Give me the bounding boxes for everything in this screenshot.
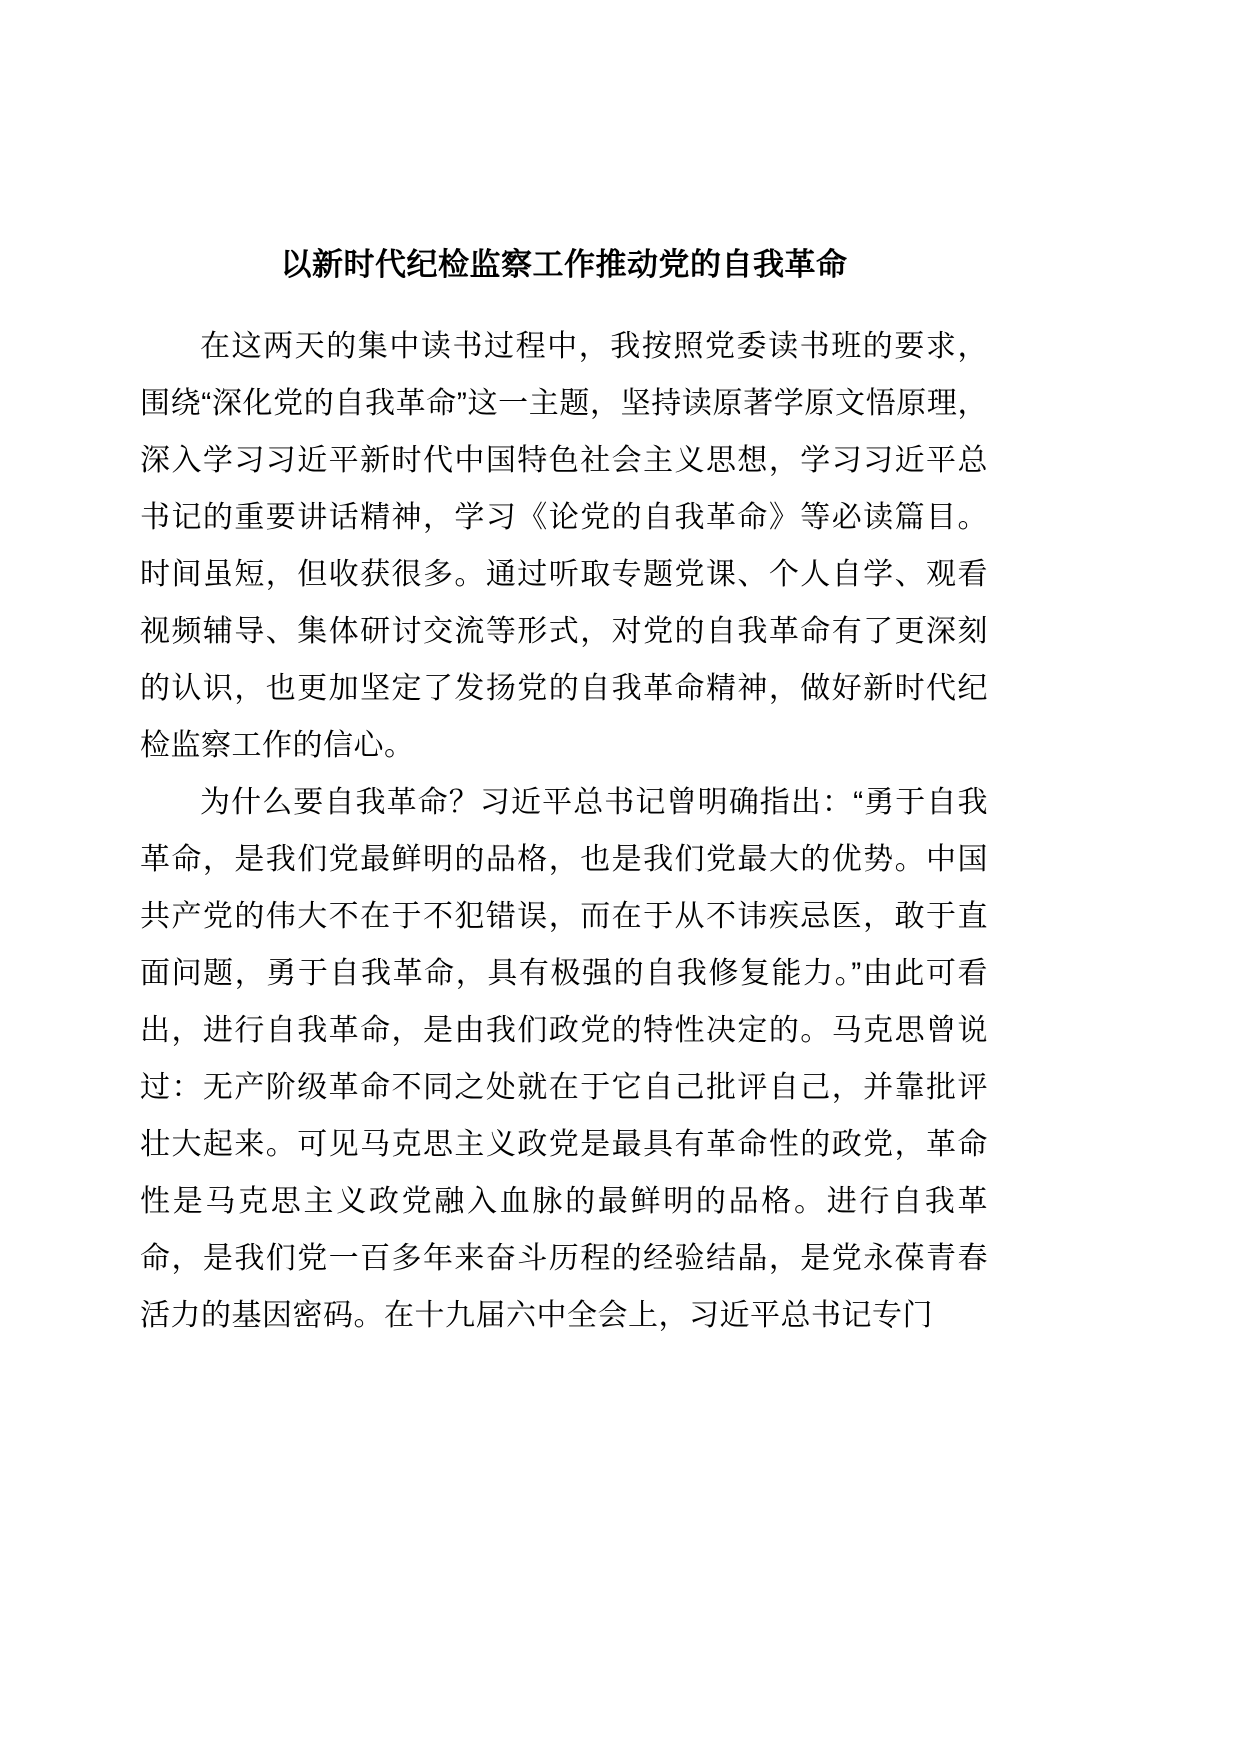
paragraph-1: 在这两天的集中读书过程中，我按照党委读书班的要求，围绕“深化党的自我革命”这一主题，坚持读原著学原文悟原理，深入学习习近平新时代中国特色社会主义思想，学习习近平总书记的重要讲话精神，学习《论党的自我革命》等必读篇目。时间虽短，但收获很多。通过听取专题党课、个人自学、观看视频辅导、集体研讨交流等形式，对党的自我革命有了更深刻的认识，也更加坚定了发扬党的自我革命精神，做好新时代纪检监察工作的信心。	[140, 330, 988, 763]
paragraph-2: 为什么要自我革命？习近平总书记曾明确指出：“勇于自我革命，是我们党最鲜明的品格，也是我们党最大的优势。中国共产党的伟大不在于不犯错误，而在于从不讳疾忌医，敢于直面问题，勇于自我革命，具有极强的自我修复能力。”由此可看出，进行自我革命，是由我们政党的特性决定的。马克思曾说过：无产阶级革命不同之处就在于它自己批评自己，并靠批评壮大起来。可见马克思主义政党是最具有革命性的政党，革命性是马克思主义政党融入血脉的最鲜明的品格。进行自我革命，是我们党一百多年来奋斗历程的经验结晶，是党永葆青春活力的基因密码。在十九届六中全会上，习近平总书记专门	[140, 786, 988, 1333]
document-title: 以新时代纪检监察工作推动党的自我革命	[280, 247, 848, 282]
